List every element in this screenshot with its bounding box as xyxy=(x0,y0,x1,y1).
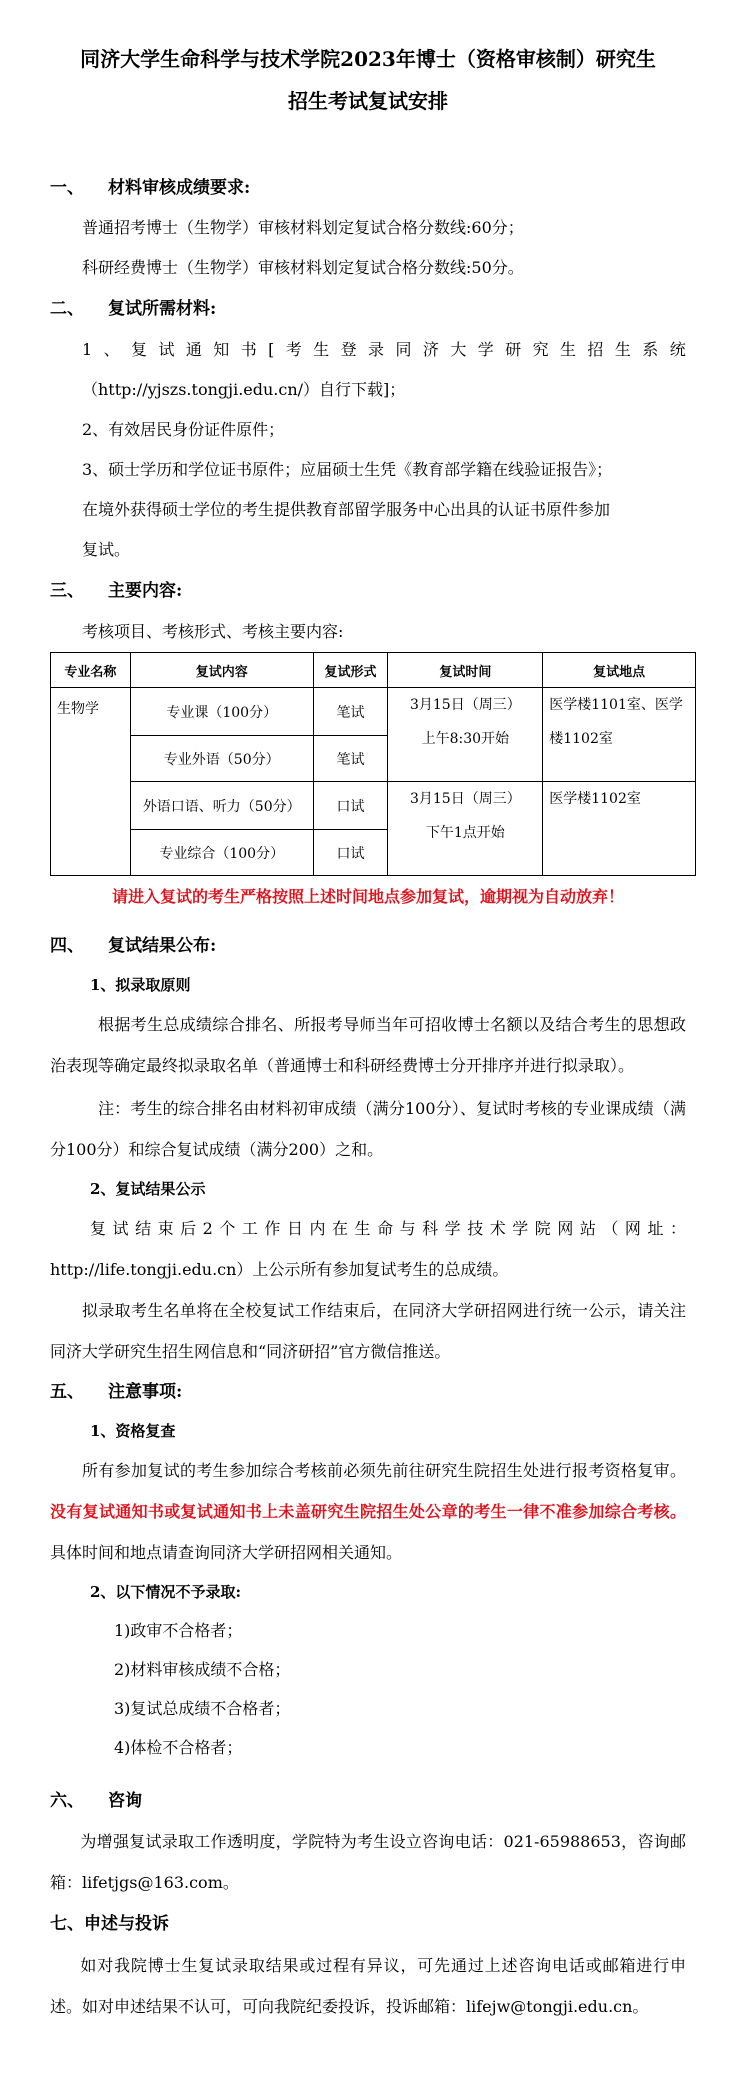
admission-principle-text: 根据考生总成绩综合排名、所报考导师当年可招收博士名额以及结合考生的思想政治表现等确定最终拟录取名单（普通博士和科研经费博士分开排序并进行拟录取）。 xyxy=(50,1015,686,1075)
content-cell: 外语口语、听力（50分） xyxy=(130,782,313,830)
section1-heading xyxy=(50,168,686,208)
section4-title: 复试结果公布: xyxy=(108,936,217,956)
score-line-1: 普通招考博士（生物学）审核材料划定复试合格分数线:60分； xyxy=(82,218,524,237)
qualification-check-heading: 1、资格复查 xyxy=(90,1422,176,1440)
char: 系 xyxy=(642,340,659,359)
form-cell: 笔试 xyxy=(313,736,388,782)
section4-heading xyxy=(50,926,686,966)
place-cell-2: 医学楼1102室 xyxy=(543,782,696,876)
rejection-conditions-heading: 2、以下情况不予录取: xyxy=(90,1583,241,1601)
time1-start: 上午8:30开始 xyxy=(421,731,510,747)
char: 1 xyxy=(82,340,93,359)
admission-list-text: 拟录取考生名单将在全校复试工作结束后，在同济大学研招网进行统一公示，请关注同济大学研究生招生网信息和“同济研招”官方微信推送。 xyxy=(50,1301,686,1361)
char: 统 xyxy=(669,340,686,359)
material-item3-line3: 复试。 xyxy=(82,540,131,559)
content-cell: 专业外语（50分） xyxy=(130,736,313,782)
time-cell-2 xyxy=(388,782,543,876)
section2-title: 复试所需材料: xyxy=(108,299,217,319)
rejection-item: 4)体检不合格者； xyxy=(114,1738,243,1757)
section3-heading xyxy=(50,570,686,612)
material-item3-line1: 3、硕士学历和学位证书原件；应届硕士生凭《教育部学籍在线验证报告》； xyxy=(82,460,613,479)
qualification-text-a: 所有参加复试的考生参加综合考核前必须先前往研究生院招生处进行报考资格复审。 xyxy=(82,1461,686,1480)
deadline-notice: 请进入复试的考生严格按照上述时间地点参加复试，逾期视为自动放弃！ xyxy=(111,887,624,906)
section3-title: 主要内容: xyxy=(108,581,183,601)
section5-title: 注意事项: xyxy=(108,1382,183,1402)
section2-number: 二、 xyxy=(50,299,84,319)
rejection-item: 1)政审不合格者； xyxy=(114,1621,243,1640)
qualification-check-text xyxy=(50,1450,686,1573)
material-item1-line2: （http://yjszs.tongji.edu.cn/）自行下载]； xyxy=(82,380,406,399)
section6-title: 咨询 xyxy=(108,1791,142,1811)
section6-number: 六、 xyxy=(50,1791,84,1811)
char: 、 xyxy=(103,340,120,359)
table-header-row xyxy=(51,653,696,688)
char: 通 xyxy=(185,340,202,359)
form-cell: 笔试 xyxy=(313,688,388,736)
char: 大 xyxy=(450,340,467,359)
time2-date: 3月15日（周三） xyxy=(409,791,521,807)
content-cell: 专业课（100分） xyxy=(130,688,313,736)
time1-date: 3月15日（周三） xyxy=(409,697,521,713)
consultation-text: 为增强复试录取工作透明度，学院特为考生设立咨询电话：021-65988653，咨询邮箱：lifetjgs@163.com。 xyxy=(50,1832,686,1892)
result-publication-heading: 2、复试结果公示 xyxy=(90,1180,206,1198)
section2-heading xyxy=(50,288,686,330)
place-cell-1: 医学楼1101室、医学楼1102室 xyxy=(543,688,696,782)
time-cell-1 xyxy=(388,688,543,782)
section5-heading xyxy=(50,1372,686,1412)
char: 知 xyxy=(213,340,230,359)
ranking-note: 注：考生的综合排名由材料初审成绩（满分100分）、复试时考核的专业课成绩（满分100分）和综合复试成绩（满分200）之和。 xyxy=(50,1099,686,1159)
section7-heading: 七、申述与投诉 xyxy=(50,1914,169,1934)
doc-title-line1: 同济大学生命科学与技术学院2023年博士（资格审核制）研究生 xyxy=(80,47,656,71)
qualification-warning: 没有复试通知书或复试通知书上未盖研究生院招生处公章的考生一律不准参加综合考核。 xyxy=(50,1502,686,1521)
form-cell: 口试 xyxy=(313,782,388,830)
char: 研 xyxy=(505,340,522,359)
material-item1-line1 xyxy=(50,330,686,370)
section6-heading xyxy=(50,1781,686,1821)
admission-principle-heading: 1、拟录取原则 xyxy=(90,976,191,994)
time2-start: 下午1点开始 xyxy=(425,825,505,841)
section5-number: 五、 xyxy=(50,1382,84,1402)
header-form: 复试形式 xyxy=(313,653,388,688)
char: 生 xyxy=(560,340,577,359)
table-row xyxy=(51,688,696,736)
char: 招 xyxy=(587,340,604,359)
result-publication-text: 复试结束后2个工作日内在生命与科学技术学院网站（网址：http://life.tongji.edu.cn）上公示所有参加复试考生的总成绩。 xyxy=(50,1219,686,1279)
section3-number: 三、 xyxy=(50,581,84,601)
char: [ xyxy=(268,340,275,359)
complaint-text: 如对我院博士生复试录取结果或过程有异议，可先通过上述咨询电话或邮箱进行申述。如对申述结果不认可，可向我院纪委投诉，投诉邮箱：lifejw@tongji.edu.cn。 xyxy=(50,1956,686,2016)
qualification-text-b: 具体时间和地点请查询同济大学研招网相关通知。 xyxy=(50,1543,403,1562)
header-time: 复试时间 xyxy=(388,653,543,688)
char: 究 xyxy=(532,340,549,359)
content-cell: 专业综合（100分） xyxy=(130,830,313,876)
doc-title-line2: 招生考试复试安排 xyxy=(288,89,448,113)
material-item3-line2: 在境外获得硕士学位的考生提供教育部留学服务中心出具的认证书原件参加 xyxy=(82,500,611,519)
char: 书 xyxy=(240,340,257,359)
char: 学 xyxy=(477,340,494,359)
header-major: 专业名称 xyxy=(51,653,131,688)
schedule-table xyxy=(50,652,696,876)
table-row xyxy=(51,782,696,830)
major-cell: 生物学 xyxy=(51,688,131,876)
rejection-item: 2)材料审核成绩不合格； xyxy=(114,1660,291,1679)
header-content: 复试内容 xyxy=(130,653,313,688)
section3-intro: 考核项目、考核形式、考核主要内容: xyxy=(82,622,344,641)
material-item2: 2、有效居民身份证件原件； xyxy=(82,420,285,439)
char: 生 xyxy=(614,340,631,359)
char: 考 xyxy=(285,340,302,359)
rejection-item: 3)复试总成绩不合格者； xyxy=(114,1699,291,1718)
char: 登 xyxy=(340,340,357,359)
header-place: 复试地点 xyxy=(543,653,696,688)
score-line-2: 科研经费博士（生物学）审核材料划定复试合格分数线:50分。 xyxy=(82,258,524,277)
section1-number: 一、 xyxy=(50,178,84,198)
char: 同 xyxy=(395,340,412,359)
form-cell: 口试 xyxy=(313,830,388,876)
char: 试 xyxy=(158,340,175,359)
char: 济 xyxy=(422,340,439,359)
section4-number: 四、 xyxy=(50,936,84,956)
section1-title: 材料审核成绩要求: xyxy=(108,178,251,198)
char: 复 xyxy=(131,340,148,359)
char: 生 xyxy=(313,340,330,359)
char: 录 xyxy=(368,340,385,359)
